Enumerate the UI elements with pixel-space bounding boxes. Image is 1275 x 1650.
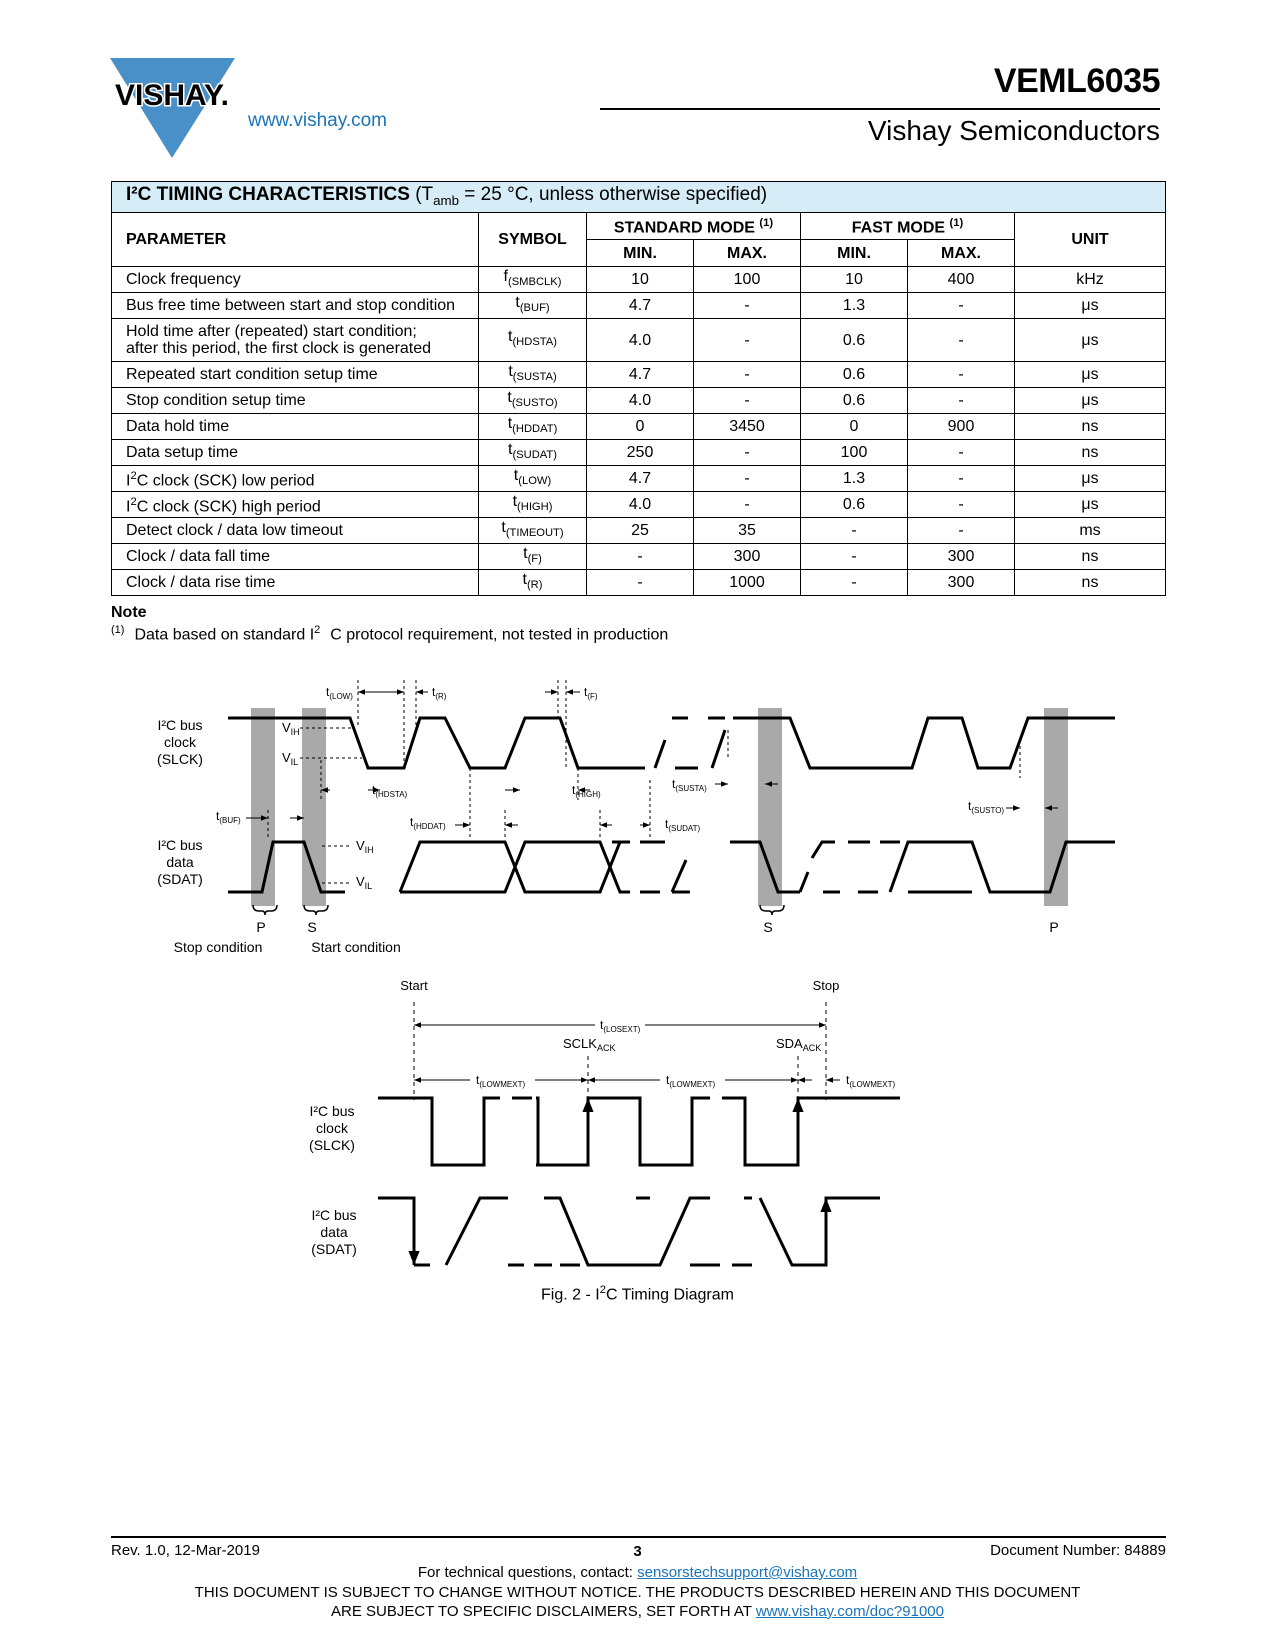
cell-std-max: -	[694, 293, 801, 319]
cell-std-max: -	[694, 388, 801, 414]
cell-std-max: 35	[694, 518, 801, 544]
cell-std-min: -	[587, 570, 694, 596]
cell-fast-min: -	[801, 544, 908, 570]
repeated-start-shade-bar	[758, 708, 782, 906]
cell-std-max: -	[694, 319, 801, 362]
cell-parameter: Clock / data fall time	[112, 544, 479, 570]
table-row	[112, 466, 1166, 492]
cell-fast-min: 1.3	[801, 466, 908, 492]
table-row	[112, 518, 1166, 544]
cell-parameter: $I^2C$ clock (SCK) low period	[112, 466, 479, 492]
timeout-data-label-line3: (SDAT)	[311, 1241, 357, 1257]
disclaimer-link[interactable]: www.vishay.com/doc?91000	[755, 1603, 944, 1620]
cell-symbol: $t_{(HDDAT)}$	[479, 414, 587, 440]
cell-unit: μs	[1015, 293, 1166, 319]
header-std-max: MAX.	[694, 240, 801, 267]
t-lowmext-label-1: $t_{(LOWMEXT)}$	[476, 1073, 526, 1089]
header-fast-max: MAX.	[908, 240, 1015, 267]
table-row	[112, 570, 1166, 596]
header-unit: UNIT	[1015, 213, 1166, 267]
cell-fast-min: -	[801, 518, 908, 544]
table-row	[112, 492, 1166, 518]
t-sudat-label: $t_{(SUDAT)}$	[665, 817, 701, 833]
cell-symbol: $f_{(SMBCLK)}$	[479, 267, 587, 293]
cell-std-max: -	[694, 466, 801, 492]
cell-symbol: $t_{(SUSTA)}$	[479, 362, 587, 388]
cell-parameter: Bus free time between start and stop condition	[112, 293, 479, 319]
cell-fast-max: -	[908, 492, 1015, 518]
header-std-min: MIN.	[587, 240, 694, 267]
data-label-line2: data	[166, 854, 194, 870]
start-s-label: S	[307, 919, 317, 935]
cell-fast-min: 0	[801, 414, 908, 440]
cell-std-min: 4.7	[587, 293, 694, 319]
disclaimer	[0, 1583, 1275, 1621]
stop-p-label: P	[256, 919, 266, 935]
vishay-logo	[110, 58, 235, 158]
cell-unit: ms	[1015, 518, 1166, 544]
t-susta-label: $t_{(SUSTA)}$	[672, 777, 707, 793]
repeated-start-s-label: S	[763, 919, 773, 935]
table-row	[112, 388, 1166, 414]
t-buf-label: $t_{(BUF)}$	[216, 809, 241, 825]
document-number: Document Number: 84889	[990, 1542, 1166, 1559]
cell-parameter: Detect clock / data low timeout	[112, 518, 479, 544]
table-row	[112, 267, 1166, 293]
cell-unit: ns	[1015, 570, 1166, 596]
cell-fast-max: 400	[908, 267, 1015, 293]
t-lowmext-label-2: $t_{(LOWMEXT)}$	[666, 1073, 716, 1089]
cell-unit: kHz	[1015, 267, 1166, 293]
t-losext-label: $t_{(LOSEXT)}$	[600, 1018, 641, 1034]
contact-line: For technical questions, contact: sensorstechsupport@vishay.com	[417, 1564, 858, 1581]
timeout-clock-label-line1: I²C bus	[309, 1103, 355, 1119]
cell-symbol: $t_{(R)}$	[479, 570, 587, 596]
t-r-label: $t_{(R)}$	[432, 685, 447, 701]
cell-std-max: -	[694, 362, 801, 388]
clock-label-line1: I²C bus	[157, 717, 203, 733]
stop-shade-bar	[251, 708, 275, 906]
footer-rule	[111, 1536, 1166, 1538]
cell-parameter: Clock frequency	[112, 267, 479, 293]
cell-symbol: $t_{(LOW)}$	[479, 466, 587, 492]
disclaimer-line2: ARE SUBJECT TO SPECIFIC DISCLAIMERS, SET FORTH AT www.vishay.com/doc?91000	[331, 1603, 944, 1620]
cell-std-max: 1000	[694, 570, 801, 596]
start-label: Start	[400, 978, 428, 993]
vil-clock-label: $V_{IL}$	[282, 750, 299, 767]
cell-std-max: 300	[694, 544, 801, 570]
page-number: 3	[633, 1543, 642, 1560]
timeout-clock-label-line2: clock	[316, 1120, 348, 1136]
t-lowmext-label-3: $t_{(LOWMEXT)}$	[846, 1073, 896, 1089]
cell-std-max: -	[694, 440, 801, 466]
t-hddat-label: $t_{(HDDAT)}$	[410, 815, 446, 831]
table-row	[112, 319, 1166, 362]
cell-std-max: 3450	[694, 414, 801, 440]
clock-label-line2: clock	[164, 734, 196, 750]
final-stop-p-label: P	[1049, 919, 1059, 935]
header-fast-min: MIN.	[801, 240, 908, 267]
cell-parameter: Hold time after (repeated) start condition; after this period, the first clock is generated	[112, 319, 479, 362]
table-body	[112, 267, 1166, 596]
i2c-timing-diagram	[0, 660, 1275, 1280]
cell-std-min: 4.0	[587, 319, 694, 362]
cell-parameter: Clock / data rise time	[112, 570, 479, 596]
timeout-diagram	[309, 978, 900, 1265]
cell-symbol: $t_{(BUF)}$	[479, 293, 587, 319]
part-number: VEML6035	[993, 62, 1160, 100]
cell-parameter: Data setup time	[112, 440, 479, 466]
clock-waveform	[228, 718, 1115, 768]
cell-std-min: -	[587, 544, 694, 570]
sda-ack-label: $SDA_{ACK}$	[776, 1036, 822, 1053]
cell-parameter: Repeated start condition setup time	[112, 362, 479, 388]
logo-wordmark: VISHAY.	[115, 79, 229, 112]
cell-fast-max: 900	[908, 414, 1015, 440]
i2c-timing-table	[111, 181, 1166, 596]
cell-parameter: Data hold time	[112, 414, 479, 440]
timeout-data-waveform	[378, 1198, 880, 1265]
cell-fast-max: -	[908, 466, 1015, 492]
support-email-link[interactable]: sensorstechsupport@vishay.com	[637, 1564, 858, 1581]
site-link[interactable]: www.vishay.com	[248, 110, 388, 131]
cell-fast-max: -	[908, 362, 1015, 388]
cell-std-min: 25	[587, 518, 694, 544]
cell-fast-max: -	[908, 440, 1015, 466]
cell-unit: μs	[1015, 492, 1166, 518]
timeout-data-label-line2: data	[320, 1224, 348, 1240]
cell-fast-min: 0.6	[801, 492, 908, 518]
cell-fast-min: 0.6	[801, 388, 908, 414]
cell-fast-max: -	[908, 518, 1015, 544]
clock-label-line3: (SLCK)	[157, 751, 203, 767]
table-row	[112, 293, 1166, 319]
figure-caption: Fig. $2 - I^2C$ Timing Diagram	[541, 1284, 734, 1304]
cell-parameter: Stop condition setup time	[112, 388, 479, 414]
cell-fast-min: 0.6	[801, 319, 908, 362]
cell-symbol: $t_{(F)}$	[479, 544, 587, 570]
revision-info: Rev. 1.0, 12-Mar-2019	[111, 1542, 260, 1559]
table-row	[112, 362, 1166, 388]
cell-fast-min: 10	[801, 267, 908, 293]
company-name: Vishay Semiconductors	[867, 115, 1160, 146]
cell-std-max: 100	[694, 267, 801, 293]
header-fast-mode: FAST MODE $^{(1)}$	[801, 213, 1015, 240]
sclk-ack-label: $SCLK_{ACK}$	[563, 1036, 616, 1053]
header-standard-mode: STANDARD MODE $^{(1)}$	[587, 213, 801, 240]
cell-std-min: 4.7	[587, 466, 694, 492]
cell-unit: μs	[1015, 362, 1166, 388]
cell-unit: μs	[1015, 388, 1166, 414]
cell-fast-min: 100	[801, 440, 908, 466]
table-title: I²C TIMING CHARACTERISTICS ($T_{amb} = 25$ °C, unless otherwise specified)	[112, 182, 1166, 213]
t-hdsta-label: $t_{(HDSTA)}$	[372, 783, 408, 799]
stop-label: Stop	[812, 978, 840, 993]
cell-std-min: 4.0	[587, 492, 694, 518]
cell-std-max: -	[694, 492, 801, 518]
start-condition-label: Start condition	[311, 939, 401, 955]
vih-data-label: $V_{IH}$	[356, 838, 374, 855]
cell-fast-min: -	[801, 570, 908, 596]
cell-std-min: 250	[587, 440, 694, 466]
start-shade-bar	[302, 708, 326, 906]
timeout-data-label-line1: I²C bus	[311, 1207, 357, 1223]
table-row	[112, 544, 1166, 570]
table-row	[112, 440, 1166, 466]
note-text: $^{(1)}$ Data based on standard $I^2$ C protocol requirement, not tested in production	[111, 624, 669, 644]
t-f-label: $t_{(F)}$	[584, 685, 598, 701]
t-susto-label: $t_{(SUSTO)}$	[968, 799, 1005, 815]
vih-clock-label: $V_{IH}$	[282, 720, 300, 737]
disclaimer-line1: THIS DOCUMENT IS SUBJECT TO CHANGE WITHOUT NOTICE. THE PRODUCTS DESCRIBED HEREIN AND THIS DOCUMENT	[194, 1584, 1081, 1601]
cell-fast-max: -	[908, 388, 1015, 414]
cell-fast-max: 300	[908, 544, 1015, 570]
table-row	[112, 414, 1166, 440]
cell-unit: μs	[1015, 319, 1166, 362]
header-symbol: SYMBOL	[479, 213, 587, 267]
note-title: Note	[111, 604, 147, 621]
cell-unit: ns	[1015, 414, 1166, 440]
cell-fast-min: 1.3	[801, 293, 908, 319]
cell-std-min: 0	[587, 414, 694, 440]
cell-symbol: $t_{(TIMEOUT)}$	[479, 518, 587, 544]
cell-fast-min: 0.6	[801, 362, 908, 388]
data-label-line3: (SDAT)	[157, 871, 203, 887]
header-parameter: PARAMETER	[112, 213, 479, 267]
cell-fast-max: -	[908, 293, 1015, 319]
cell-symbol: $t_{(SUSTO)}$	[479, 388, 587, 414]
cell-unit: μs	[1015, 466, 1166, 492]
data-label-line1: I²C bus	[157, 837, 203, 853]
t-low-label: $t_{(LOW)}$	[326, 685, 353, 701]
cell-std-min: 4.0	[587, 388, 694, 414]
header-rule	[600, 108, 1160, 110]
bus-timing-diagram	[157, 680, 1115, 955]
cell-fast-max: 300	[908, 570, 1015, 596]
vil-data-label: $V_{IL}$	[356, 874, 373, 891]
timeout-clock-waveform	[378, 1098, 900, 1165]
cell-unit: ns	[1015, 440, 1166, 466]
stop-condition-label: Stop condition	[173, 939, 263, 955]
cell-std-min: 10	[587, 267, 694, 293]
timeout-clock-label-line3: (SLCK)	[309, 1137, 355, 1153]
cell-parameter: $I^2C$ clock (SCK) high period	[112, 492, 479, 518]
cell-symbol: $t_{(SUDAT)}$	[479, 440, 587, 466]
t-high-label: $t_{(HIGH)}$	[572, 783, 601, 799]
cell-symbol: $t_{(HIGH)}$	[479, 492, 587, 518]
cell-std-min: 4.7	[587, 362, 694, 388]
cell-symbol: $t_{(HDSTA)}$	[479, 319, 587, 362]
cell-fast-max: -	[908, 319, 1015, 362]
cell-unit: ns	[1015, 544, 1166, 570]
